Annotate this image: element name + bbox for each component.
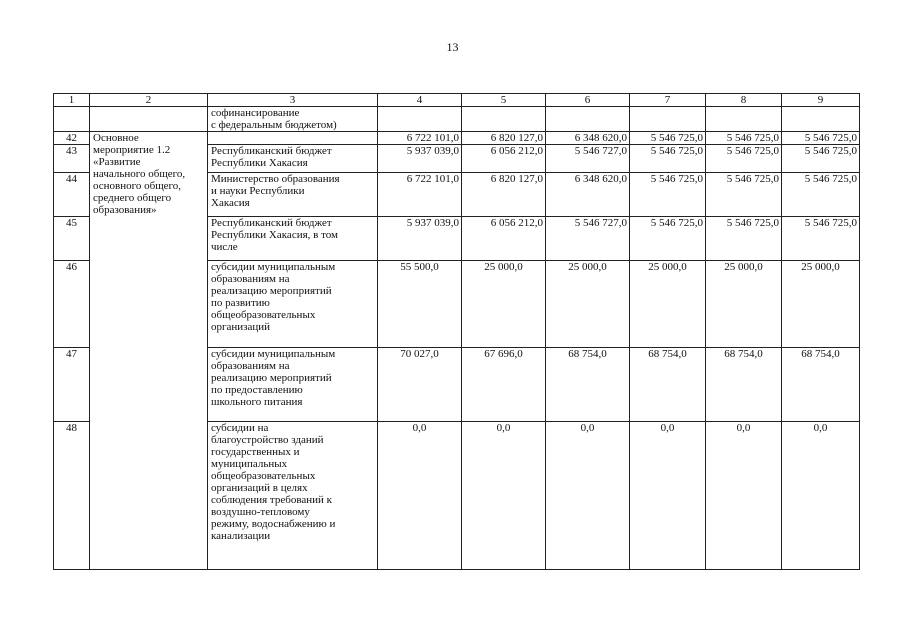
value-cell: 6 722 101,0 [378,132,462,145]
header-cell: 9 [782,94,860,107]
value-cell: 6 056 212,0 [462,217,546,261]
value-cell: 5 546 725,0 [706,132,782,145]
value-cell: 25 000,0 [630,261,706,348]
value-cell: 5 546 727,0 [546,145,630,173]
row-number: 45 [54,217,90,261]
row-number: 44 [54,173,90,217]
value-cell: 5 546 725,0 [706,173,782,217]
row-number: 42 [54,132,90,145]
value-cell: 5 546 725,0 [782,132,860,145]
table-header-row [54,94,860,107]
funding-source-cell: субсидии муниципальным образованиям на реализацию мероприятий по развитию общеобразовательных организаций [208,261,378,348]
value-cell: 5 546 725,0 [630,132,706,145]
value-cell: 6 820 127,0 [462,132,546,145]
value-cell: 0,0 [706,422,782,570]
value-cell: 68 754,0 [782,348,860,422]
header-cell: 2 [90,94,208,107]
row-number: 43 [54,145,90,173]
row-number: 48 [54,422,90,570]
header-cell: 6 [546,94,630,107]
row-number: 46 [54,261,90,348]
funding-source-cell: Республиканский бюджет Республики Хакасия [208,145,378,173]
header-cell: 5 [462,94,546,107]
continuation-source-cell: софинансирование с федеральным бюджетом) [208,107,378,132]
budget-table [53,93,860,570]
value-cell: 5 546 725,0 [630,217,706,261]
value-cell: 6 056 212,0 [462,145,546,173]
value-cell: 0,0 [462,422,546,570]
row-number: 47 [54,348,90,422]
continuation-row [54,107,860,132]
funding-source-cell: субсидии на благоустройство зданий государственных и муниципальных общеобразовательных организаций в целях соблюдения требований к воздушно-тепловому режиму, водоснабжению и канализации [208,422,378,570]
value-cell: 25 000,0 [462,261,546,348]
value-cell: 68 754,0 [630,348,706,422]
page-number: 13 [446,40,459,54]
value-cell: 0,0 [630,422,706,570]
value-cell: 6 348 620,0 [546,132,630,145]
value-cell: 5 546 725,0 [706,217,782,261]
value-cell: 25 000,0 [546,261,630,348]
value-cell: 25 000,0 [706,261,782,348]
value-cell: 5 546 725,0 [782,217,860,261]
value-cell: 5 546 725,0 [782,145,860,173]
value-cell: 55 500,0 [378,261,462,348]
value-cell: 6 722 101,0 [378,173,462,217]
value-cell: 68 754,0 [706,348,782,422]
table-row [54,132,860,145]
header-cell: 7 [630,94,706,107]
activity-name-cell: Основное мероприятие 1.2 «Развитие начального общего, основного общего, среднего общего образования» [90,132,208,570]
value-cell: 0,0 [782,422,860,570]
header-cell: 3 [208,94,378,107]
funding-source-cell: Республиканский бюджет Республики Хакасия, в том числе [208,217,378,261]
value-cell: 6 820 127,0 [462,173,546,217]
value-cell: 0,0 [546,422,630,570]
value-cell: 5 937 039,0 [378,145,462,173]
funding-source-cell: субсидии муниципальным образованиям на реализацию мероприятий по предоставлению школьного питания [208,348,378,422]
header-cell: 4 [378,94,462,107]
value-cell: 5 937 039,0 [378,217,462,261]
funding-source-cell: Министерство образования и науки Республики Хакасия [208,173,378,217]
value-cell: 5 546 725,0 [630,145,706,173]
value-cell: 5 546 727,0 [546,217,630,261]
value-cell: 25 000,0 [782,261,860,348]
value-cell: 68 754,0 [546,348,630,422]
value-cell: 67 696,0 [462,348,546,422]
funding-source-cell [208,132,378,145]
header-cell: 1 [54,94,90,107]
value-cell: 70 027,0 [378,348,462,422]
value-cell: 5 546 725,0 [630,173,706,217]
value-cell: 5 546 725,0 [782,173,860,217]
value-cell: 0,0 [378,422,462,570]
value-cell: 6 348 620,0 [546,173,630,217]
value-cell: 5 546 725,0 [706,145,782,173]
header-cell: 8 [706,94,782,107]
